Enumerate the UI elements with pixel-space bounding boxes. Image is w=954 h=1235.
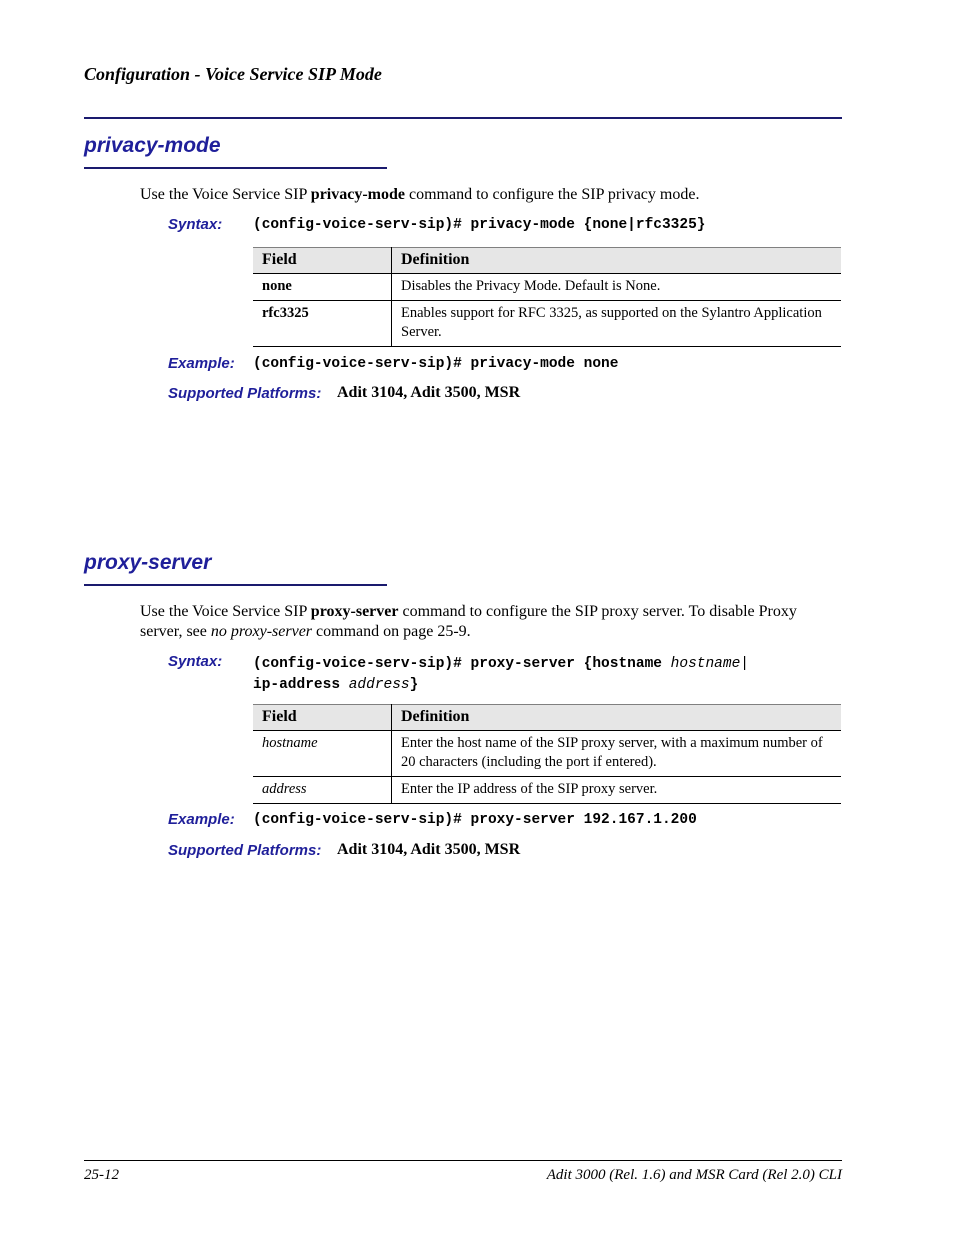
- syntax-keyword: ip-address: [253, 677, 349, 693]
- syntax-command: (config-voice-serv-sip)# privacy-mode {none|rfc3325}: [253, 217, 706, 233]
- table-cell-definition: Disables the Privacy Mode. Default is None.: [392, 274, 842, 301]
- section-rule: [84, 167, 387, 169]
- table-header-row: [253, 248, 841, 274]
- platforms-value: Adit 3104, Adit 3500, MSR: [337, 841, 521, 858]
- table-cell-field: none: [253, 274, 392, 301]
- platforms-value: Adit 3104, Adit 3500, MSR: [337, 384, 521, 401]
- intro-text: command to configure the SIP proxy server. To disable Proxy server, see: [140, 603, 797, 640]
- table-row: [253, 274, 841, 301]
- intro-command: proxy-server: [310, 603, 399, 620]
- table-cell-definition: Enables support for RFC 3325, as supported on the Sylantro Application Server.: [392, 301, 842, 347]
- table-header-row: [253, 705, 841, 731]
- syntax-keyword: (config-voice-serv-sip)# proxy-server {hostname: [253, 656, 671, 672]
- syntax-command: [253, 653, 749, 695]
- syntax-label: Syntax:: [168, 216, 223, 233]
- intro-reference: no proxy-server: [210, 623, 313, 640]
- table-cell-field: rfc3325: [253, 301, 392, 347]
- section-intro: [140, 602, 842, 642]
- syntax-separator: }: [409, 677, 419, 693]
- example-label: Example:: [168, 355, 235, 372]
- table-cell-field: hostname: [253, 731, 392, 777]
- table-cell-field: address: [253, 777, 392, 804]
- table-row: [253, 777, 841, 804]
- table-cell-definition: Enter the IP address of the SIP proxy server.: [392, 777, 842, 804]
- table-cell-definition: Enter the host name of the SIP proxy server, with a maximum number of 20 characters (including the port if entered).: [392, 731, 842, 777]
- running-header: Configuration - Voice Service SIP Mode: [84, 64, 382, 84]
- footer-rule: [84, 1160, 842, 1161]
- section-title-privacy-mode: privacy-mode: [84, 134, 221, 157]
- page-number: 25-12: [84, 1167, 119, 1183]
- syntax-argument: hostname: [670, 656, 741, 672]
- section-rule: [84, 584, 387, 586]
- table-row: [253, 301, 841, 347]
- header-rule: [84, 117, 842, 119]
- table-header-field: Field: [253, 248, 392, 274]
- example-command: (config-voice-serv-sip)# privacy-mode none: [253, 356, 619, 372]
- intro-command: privacy-mode: [310, 186, 405, 203]
- section-intro: [140, 185, 842, 205]
- example-label: Example:: [168, 811, 235, 828]
- syntax-separator: |: [740, 656, 749, 672]
- section-title-proxy-server: proxy-server: [84, 551, 212, 574]
- table-row: [253, 731, 841, 777]
- syntax-argument: address: [348, 677, 410, 693]
- document-title: Adit 3000 (Rel. 1.6) and MSR Card (Rel 2.0) CLI: [546, 1167, 842, 1183]
- intro-text: command on page 25-9.: [312, 623, 471, 640]
- field-definition-table: [253, 704, 841, 804]
- platforms-label: Supported Platforms:: [168, 842, 322, 859]
- intro-text: Use the Voice Service SIP: [140, 186, 311, 203]
- table-header-field: Field: [253, 705, 392, 731]
- example-command: (config-voice-serv-sip)# proxy-server 192.167.1.200: [253, 812, 697, 828]
- syntax-label: Syntax:: [168, 653, 223, 670]
- intro-text: Use the Voice Service SIP: [140, 603, 311, 620]
- platforms-label: Supported Platforms:: [168, 385, 322, 402]
- table-header-definition: Definition: [392, 248, 842, 274]
- intro-text: command to configure the SIP privacy mode.: [405, 186, 700, 203]
- table-header-definition: Definition: [392, 705, 842, 731]
- field-definition-table: [253, 247, 841, 347]
